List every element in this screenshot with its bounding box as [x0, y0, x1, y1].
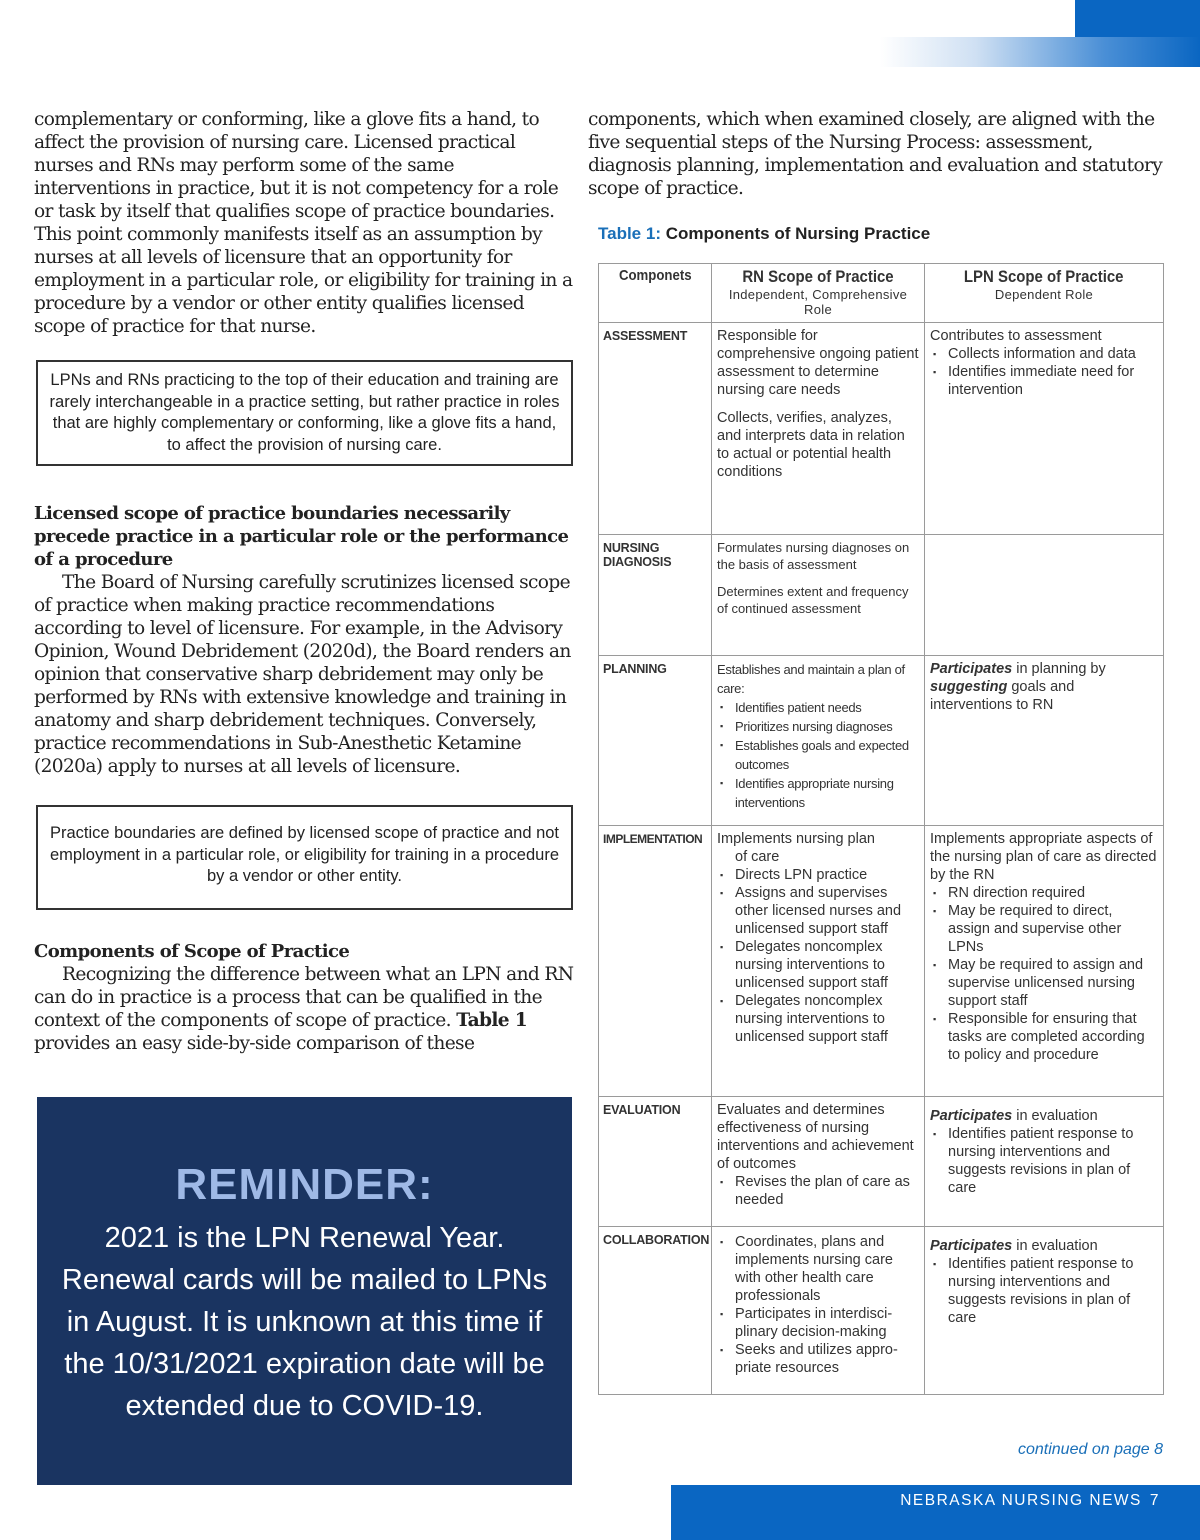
components-text: Recognizing the difference between what an LPN and RN can do in practice is a process that can be qualified in the context of the components of scope of practice. — [34, 963, 574, 1031]
reminder-body: 2021 is the LPN Renewal Year. Renewal cards will be mailed to LPNs in August. It is unknown at this time if the 10/31/2021 expiration date will be extended due to COVID-19. — [61, 1222, 548, 1422]
right-intro-paragraph: components, which when examined closely, are aligned with the five sequential steps of the Nursing Process: assessment, diagnosis planning, implementation and evaluation and statutory scope of practice. — [588, 109, 1163, 199]
row-label-planning: PLANNING — [599, 656, 712, 826]
lpn-diagnosis-cell — [925, 535, 1164, 656]
table-reference: Table 1 — [456, 1009, 528, 1031]
lpn-implementation-cell — [925, 826, 1164, 1097]
list-item: ▪ Coordinates, plans and implements nursing care with other health care professionals — [717, 1233, 919, 1305]
rn-collaboration-cell — [712, 1227, 925, 1395]
cell-text: Collects, verifies, analyzes, and interprets data in relation to actual or potential health conditions — [717, 410, 905, 480]
table-title-text: Components of Nursing Practice — [665, 224, 931, 243]
list-item: ▪ Prioritizes nursing diagnoses — [717, 717, 919, 736]
table-label: Table 1: — [598, 224, 661, 243]
components-paragraph — [34, 963, 574, 1055]
page-number: 7 — [1149, 1492, 1160, 1509]
list-item: ▪ Delegates noncomplex nursing interventions to unlicensed support staff — [717, 938, 919, 992]
cell-text: Implements nursing plan — [717, 831, 875, 847]
components-text-tail: provides an easy side-by-side comparison of these — [34, 1032, 475, 1054]
row-label-implementation: IMPLEMENTATION — [599, 826, 712, 1097]
row-label-diagnosis — [599, 535, 712, 656]
right-column — [588, 108, 1168, 244]
bullet-list — [930, 345, 1158, 399]
reminder-box — [37, 1097, 572, 1485]
list-item: ▪ Directs LPN practice — [717, 866, 919, 884]
table-header-row — [599, 264, 1164, 323]
list-item: ▪ May be required to direct, assign and supervise other LPNs — [930, 902, 1158, 956]
header-rn-sub: Independent, Comprehensive Role — [728, 287, 908, 317]
callout-text: LPNs and RNs practicing to the top of their education and training are rarely interchangeable in a practice setting, but rather practice in roles that are highly complementary or conforming, like a glove fits a hand, to affect the provision of nursing care. — [49, 371, 560, 454]
table-row — [599, 1227, 1164, 1395]
publication-name: NEBRASKA NURSING NEWS — [900, 1492, 1142, 1509]
header-color-block — [1075, 0, 1200, 37]
callout-text: Practice boundaries are defined by licensed scope of practice and not employment in a particular role, or eligibility for training in a procedure by a vendor or other entity. — [49, 824, 560, 885]
list-item: ▪ RN direction required — [930, 884, 1158, 902]
footer-bar — [671, 1485, 1200, 1540]
continued-note: continued on page 8 — [1017, 1441, 1163, 1458]
list-item: ▪ May be required to assign and supervise unlicensed nursing support staff — [930, 956, 1158, 1010]
left-column — [34, 108, 574, 1055]
list-item: ▪ Identifies patient response to nursing interventions and suggests revisions in plan of care — [930, 1125, 1158, 1197]
header-lpn: LPN Scope of Practice Dependent Role — [925, 264, 1164, 323]
list-item: ▪ Identifies patient needs — [717, 698, 919, 717]
bullet-list — [930, 884, 1158, 1064]
cell-text: Determines extent and frequency of continued assessment — [717, 584, 909, 616]
callout-box-2 — [36, 805, 573, 910]
header-lpn-sub: Dependent Role — [994, 287, 1094, 302]
list-item: ▪ Participates in interdisci-plinary decision-making — [717, 1305, 919, 1341]
list-item: ▪ Delegates noncomplex nursing interventions to unlicensed support staff — [717, 992, 919, 1046]
cell-text: Evaluates and determines effectiveness of nursing interventions and achievement of outcomes — [717, 1102, 914, 1172]
table-row — [599, 826, 1164, 1097]
header-gradient-bar — [880, 37, 1200, 67]
header-components: Componets — [599, 264, 712, 323]
boundaries-paragraph: The Board of Nursing carefully scrutinizes licensed scope of practice when making practice recommendations according to level of licensure. For example, in the Advisory Opinion, Wound Debridement (2020d), the Board renders an opinion that conservative sharp debridement may only be performed by RNs with extensive knowledge and training in anatomy and sharp debridement techniques. Conversely, practice recommendations in Sub-Anesthetic Ketamine (2020a) apply to nurses at all levels of licensure. — [34, 572, 571, 777]
row-label-assessment: ASSESSMENT — [599, 323, 712, 535]
lpn-planning-cell — [925, 656, 1164, 826]
list-item: ▪ Revises the plan of care as needed — [717, 1173, 919, 1209]
section-heading-boundaries: Licensed scope of practice boundaries necessarily precede practice in a particular role or the performance of a procedure — [34, 503, 569, 570]
cell-text: of care — [735, 849, 780, 865]
cell-text: Responsible for comprehensive ongoing patient assessment to determine nursing care needs — [717, 328, 919, 398]
cell-text: Formulates nursing diagnoses on the basis of assessment — [717, 540, 910, 572]
list-item: ▪ Responsible for ensuring that tasks are completed according to policy and procedure — [930, 1010, 1158, 1064]
cell-text: Implements appropriate aspects of the nursing plan of care as directed by the RN — [930, 831, 1157, 883]
lpn-collaboration-cell — [925, 1227, 1164, 1395]
list-item: ▪ Seeks and utilizes appro-priate resources — [717, 1341, 919, 1377]
rn-diagnosis-cell — [712, 535, 925, 656]
cell-text: Participates in evaluation — [930, 1238, 1098, 1254]
bullet-list — [930, 1255, 1158, 1327]
table-row — [599, 535, 1164, 656]
table-row — [599, 1097, 1164, 1227]
list-item: ▪ Collects information and data — [930, 345, 1158, 363]
lpn-assessment-cell — [925, 323, 1164, 535]
cell-text: Establishes and maintain a plan of care: — [717, 662, 905, 696]
bullet-list — [717, 866, 919, 1046]
rn-assessment-cell — [712, 323, 925, 535]
reminder-title: REMINDER: — [175, 1160, 434, 1209]
list-item: ▪ Assigns and supervises other licensed nurses and unlicensed support staff — [717, 884, 919, 938]
row-label-collaboration: COLLABORATION — [599, 1227, 712, 1395]
section-heading-components: Components of Scope of Practice — [34, 940, 350, 962]
table-title — [598, 224, 1168, 244]
cell-text: Participates in evaluation — [930, 1108, 1098, 1124]
bullet-list — [717, 1233, 919, 1377]
header-rn: RN Scope of Practice Independent, Comprehensive Role — [712, 264, 925, 323]
table-row — [599, 323, 1164, 535]
lpn-evaluation-cell — [925, 1097, 1164, 1227]
rn-implementation-cell — [712, 826, 925, 1097]
row-label-line: NURSING — [603, 541, 660, 555]
components-table — [598, 263, 1164, 1395]
cell-text: Participates in planning by suggesting goals and interventions to RN — [930, 661, 1106, 713]
bullet-list — [717, 698, 919, 812]
rn-planning-cell — [712, 656, 925, 826]
rn-evaluation-cell — [712, 1097, 925, 1227]
list-item: ▪ Identifies patient response to nursing interventions and suggests revisions in plan of care — [930, 1255, 1158, 1327]
table-row — [599, 656, 1164, 826]
list-item: ▪ Establishes goals and expected outcomes — [717, 736, 919, 774]
row-label-evaluation: EVALUATION — [599, 1097, 712, 1227]
cell-text: Contributes to assessment — [930, 328, 1102, 344]
bullet-list — [717, 1173, 919, 1209]
list-item: ▪ Identifies appropriate nursing interventions — [717, 774, 919, 812]
intro-paragraph: complementary or conforming, like a glove fits a hand, to affect the provision of nursing care. Licensed practical nurses and RNs may perform some of the same interventions in practice, but it is not competency for a role or task by itself that qualifies scope of practice boundaries. This point commonly manifests itself as an assumption by nurses at all levels of licensure that an opportunity for employment in a particular role, or eligibility for training in a procedure by a vendor or other entity qualifies licensed scope of practice for that nurse. — [34, 109, 573, 337]
callout-box-1 — [36, 360, 573, 466]
bullet-list — [930, 1125, 1158, 1197]
list-item: ▪ Identifies immediate need for intervention — [930, 363, 1158, 399]
row-label-line: DIAGNOSIS — [603, 555, 672, 569]
